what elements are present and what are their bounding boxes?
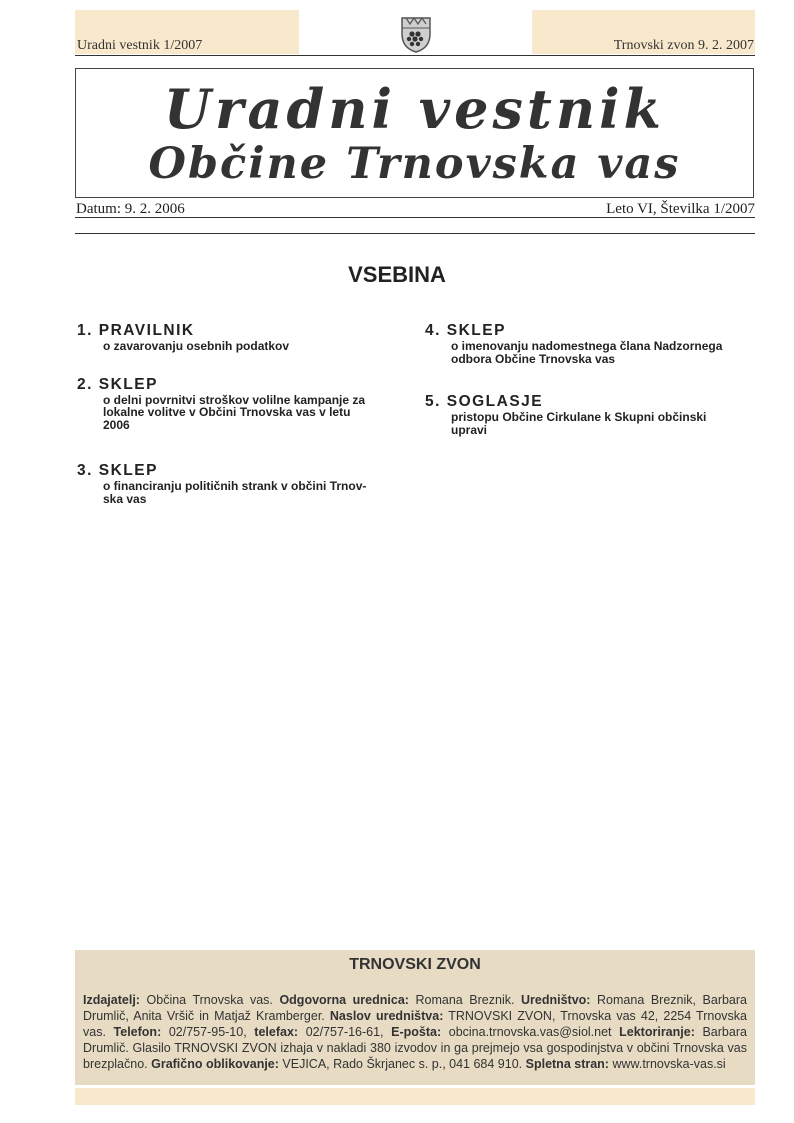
editor: Romana Breznik. [415, 993, 515, 1007]
toc-desc-line: lokalne volitve v Občini Trnovska vas v letu [103, 405, 351, 419]
toc-desc-line: odbora Občine Trnovska vas [451, 351, 616, 366]
toc-item-description [77, 394, 412, 432]
toc-desc-line: o zavarovanju osebnih podatkov [103, 339, 290, 353]
label-address: Naslov uredništva: [329, 1009, 444, 1023]
design: VEJICA, Rado Škrjanec s. p., 041 684 910. [282, 1057, 523, 1071]
toc-desc-line: o imenovanju nadomestnega člana Nadzornega [451, 339, 723, 353]
masthead-subtitle: Občine Trnovska vas [148, 139, 681, 189]
web-link[interactable]: www.trnovska-vas.si [612, 1057, 726, 1071]
toc-item-description [425, 411, 760, 436]
label-editor: Odgovorna urednica: [279, 993, 409, 1007]
toc-item[interactable] [77, 321, 412, 353]
colophon [75, 950, 755, 1085]
toc-item[interactable] [77, 461, 412, 505]
section-rule [75, 233, 755, 234]
label-fax: telefax: [254, 1025, 299, 1039]
coat-of-arms-icon [398, 14, 434, 54]
issue-number: Leto VI, Številka 1/2007 [606, 201, 755, 217]
toc-desc-line: pristopu Občine Cirkulane k Skupni občinski [451, 410, 707, 424]
colophon-text [83, 992, 747, 1072]
footer-band [75, 1088, 755, 1105]
toc-left-column [77, 321, 412, 523]
toc-item-heading: 2. SKLEP [77, 375, 158, 393]
toc-desc-line: 2006 [103, 417, 130, 432]
proofreading: Barbara Drumlič. Glasilo TRNOVSKI ZVON izhaja v nakladi 380 izvodov in ga prejmejo vsa gospodinjstva v občini Trnovska vas brezplačno. [83, 1025, 747, 1071]
masthead-title: Uradni vestnik [163, 77, 666, 141]
toc-item[interactable] [77, 375, 412, 432]
label-design: Grafično oblikovanje: [151, 1057, 279, 1071]
masthead [75, 68, 754, 198]
fax: 02/757-16-61, [305, 1025, 384, 1039]
toc-desc-line: o financiranju političnih strank v občini Trnov- [103, 479, 367, 493]
address: TRNOVSKI ZVON, Trnovska vas 42, 2254 Trnovska vas. [83, 1009, 747, 1039]
label-email: E-pošta: [391, 1025, 442, 1039]
toc-item-heading: 3. SKLEP [77, 462, 158, 479]
toc-item-description [425, 340, 760, 365]
label-board: Uredništvo: [521, 993, 591, 1007]
label-publisher: Izdajatelj: [83, 993, 140, 1007]
header-right-text: Trnovski zvon 9. 2. 2007 [613, 38, 754, 53]
toc-item[interactable] [425, 392, 760, 436]
publisher: Občina Trnovska vas. [146, 993, 273, 1007]
toc-item-heading: 1. PRAVILNIK [77, 322, 195, 339]
header-left-text: Uradni vestnik 1/2007 [77, 38, 203, 53]
toc-item-heading: 5. SOGLASJE [425, 393, 544, 410]
toc-item-heading: 4. SKLEP [425, 322, 506, 339]
phone: 02/757-95-10, [168, 1025, 247, 1039]
date-rule [75, 217, 755, 218]
colophon-title: TRNOVSKI ZVON [349, 956, 481, 973]
label-proofreading: Lektoriranje: [619, 1025, 695, 1039]
toc-desc-line: upravi [451, 422, 488, 437]
toc-item[interactable] [425, 321, 760, 365]
board: Romana Breznik, Barbara Drumlič, Anita Vršič in Matjaž Kramberger. [83, 993, 748, 1023]
toc-desc-line: o delni povrnitvi stroškov volilne kampanje za [103, 392, 366, 407]
label-web: Spletna stran: [525, 1057, 609, 1071]
email-link[interactable]: obcina.trnovska.vas@siol.net [448, 1025, 612, 1039]
label-phone: Telefon: [113, 1025, 162, 1039]
issue-date: Datum: 9. 2. 2006 [76, 201, 185, 217]
contents-heading: VSEBINA [348, 262, 446, 287]
toc-desc-line: ska vas [103, 491, 147, 506]
toc-item-description [77, 480, 412, 505]
toc-right-column [425, 321, 760, 454]
header-rule [75, 55, 755, 56]
toc-item-description [77, 340, 412, 353]
